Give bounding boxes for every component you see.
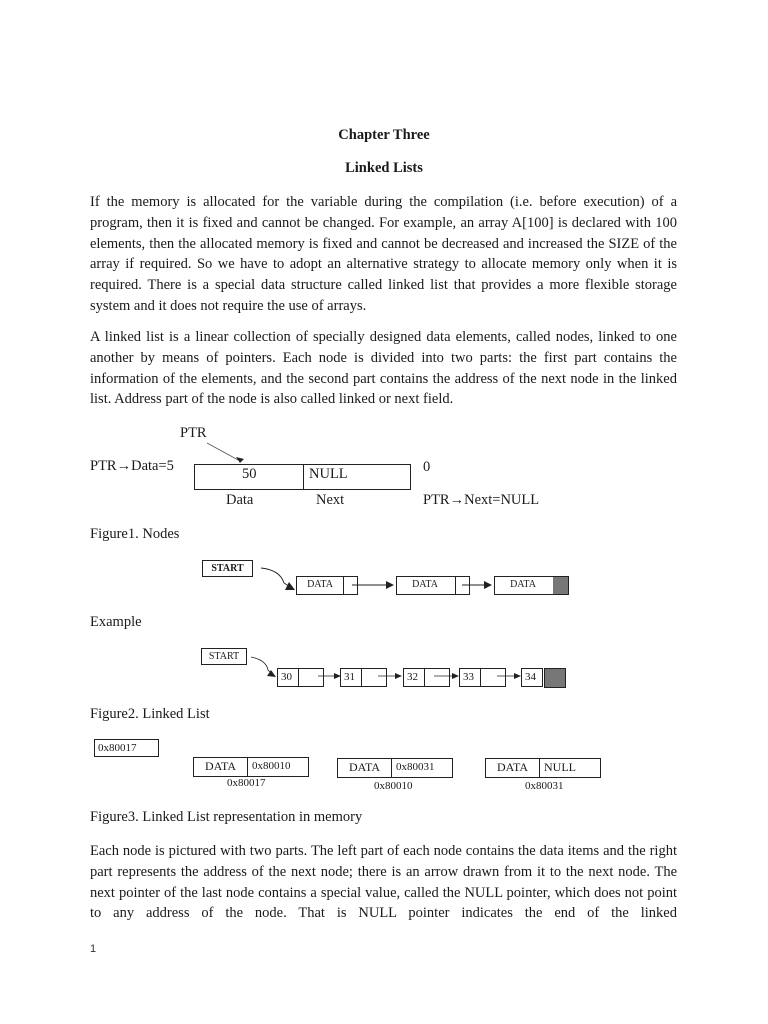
memory-node-2-address: 0x80010: [374, 780, 413, 792]
data-node-1: DATA: [296, 576, 358, 595]
memory-node-3: DATA NULL: [485, 758, 601, 778]
memory-node-1: DATA 0x80010: [193, 757, 309, 777]
null-terminator: [553, 577, 568, 594]
node-box: [194, 464, 411, 490]
next-caption: Next: [316, 492, 345, 508]
memory-node-1-address: 0x80017: [227, 777, 266, 789]
section-title: Linked Lists: [345, 160, 423, 176]
list-node-34: 34: [521, 668, 543, 687]
example-label: Example: [90, 614, 142, 630]
head-address-box: 0x80017: [94, 739, 159, 757]
list-node-31: 31: [340, 668, 387, 687]
figure2-caption: Figure2. Linked List: [90, 706, 210, 722]
figure3-caption: Figure3. Linked List representation in memory: [90, 809, 363, 825]
data-node-3: DATA: [494, 576, 569, 595]
page-number: 1: [90, 943, 97, 955]
ptr-next-label: PTR→Next=NULL: [423, 492, 540, 508]
list-node-33: 33: [459, 668, 506, 687]
memory-node-3-address: 0x80031: [525, 780, 564, 792]
data-node-2: DATA: [396, 576, 470, 595]
list-node-32: 32: [403, 668, 450, 687]
memory-node-2: DATA 0x80031: [337, 758, 453, 778]
list-node-30: 30: [277, 668, 324, 687]
start-box: START: [201, 648, 247, 665]
figure1-caption: Figure1. Nodes: [90, 526, 180, 542]
ptr-data-label: PTR→Data=5: [90, 458, 174, 474]
paragraph-node-description: Each node is pictured with two parts. The left part of each node contains the data items and the right part represents the address of the next node; there is an arrow drawn from it to the next node. The next pointer of the last node contains a special value, called the NULL pointer, which does not point to any address of the node. That is NULL pointer indicates the end of the linked: [90, 843, 677, 922]
null-terminator: [544, 668, 566, 688]
paragraph-definition: A linked list is a linear collection of specially designed data elements, called nodes, linked to one another by means of pointers. Each node is divided into two parts: the first part contains the information of the elements, and the second part contains the address of the next node in the linked list. Address part of the node is also called linked or next field.: [90, 329, 677, 408]
ptr-label: PTR: [180, 425, 207, 441]
node-data-value: 50: [242, 466, 257, 482]
next-arrow-icon: [0, 0, 1, 1]
node-next-value: NULL: [309, 466, 348, 482]
paragraph-intro: If the memory is allocated for the variable during the compilation (i.e. before execution) of a program, then it is fixed and cannot be changed. For example, an array A[100] is declared with 100 elements, then the allocated memory is fixed and cannot be decreased and increased the SIZE of the array if required. So we have to adopt an alternative strategy to allocate memory only when it is required. There is a special data structure called linked list that provides a more flexible storage system and it does not require the use of arrays.: [90, 194, 677, 314]
start-box: START: [202, 560, 253, 577]
chapter-title: Chapter Three: [338, 127, 430, 143]
data-caption: Data: [226, 492, 254, 508]
zero-label: 0: [423, 459, 431, 475]
